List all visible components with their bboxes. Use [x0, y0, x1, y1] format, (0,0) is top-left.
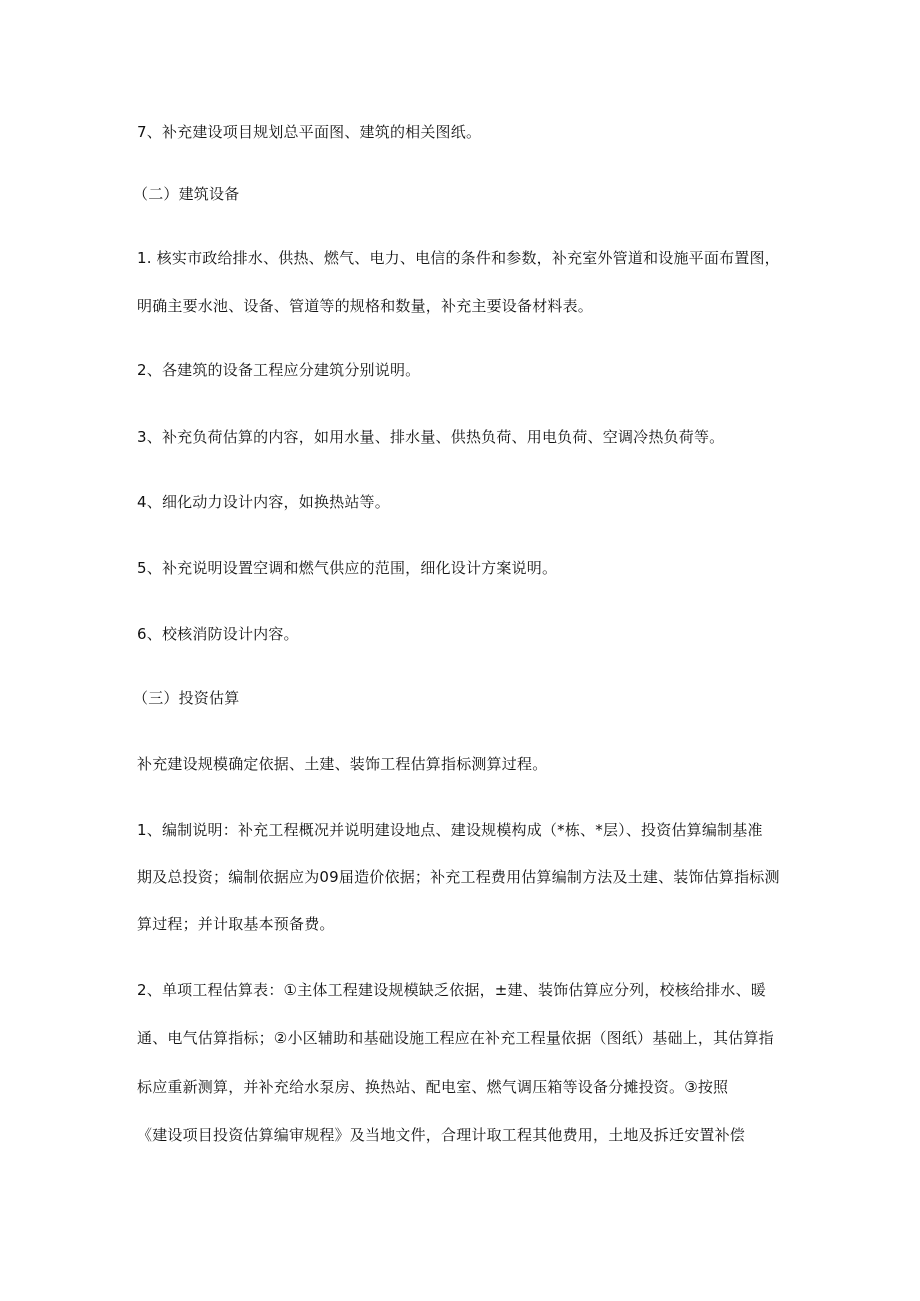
item-6-text: 6、校核消防设计内容。 [137, 625, 299, 643]
investment-intro-text: 补充建设规模确定依据、土建、装饰工程估算指标测算过程。 [137, 755, 548, 773]
item-4-text: 4、细化动力设计内容，如换热站等。 [137, 493, 390, 511]
section-2-heading: （二）建筑设备 [133, 185, 240, 203]
item-1-line-1: 1. 核实市政给排水、供热、燃气、电力、电信的条件和参数，补充室外管道和设施平面布置图， [137, 249, 780, 267]
estimate-table-line-2: 通、电气估算指标；②小区辅助和基础设施工程应在补充工程量依据（图纸）基础上，其估算指 [137, 1029, 774, 1047]
estimate-table-line-1: 2、单项工程估算表：①主体工程建设规模缺乏依据，±建、装饰估算应分列，校核给排水、暖 [137, 981, 766, 999]
estimate-table-line-4: 《建设项目投资估算编审规程》及当地文件，合理计取工程其他费用，土地及拆迁安置补偿 [137, 1126, 746, 1144]
item-5-text: 5、补充说明设置空调和燃气供应的范围，细化设计方案说明。 [137, 559, 558, 577]
item-3-text: 3、补充负荷估算的内容，如用水量、排水量、供热负荷、用电负荷、空调冷热负荷等。 [137, 428, 725, 446]
item-1-line-2: 明确主要水池、设备、管道等的规格和数量，补充主要设备材料表。 [137, 297, 594, 315]
item-2-text: 2、各建筑的设备工程应分建筑分别说明。 [137, 361, 421, 379]
estimate-table-line-3: 标应重新测算，并补充给水泵房、换热站、配电室、燃气调压箱等设备分摊投资。③按照 [137, 1078, 729, 1096]
section-3-heading: （三）投资估算 [133, 689, 240, 707]
compilation-line-3: 算过程；并计取基本预备费。 [137, 915, 335, 933]
compilation-line-2: 期及总投资；编制依据应为09届造价依据；补充工程费用估算编制方法及土建、装饰估算指标测 [137, 868, 780, 886]
compilation-line-1: 1、编制说明：补充工程概况并说明建设地点、建设规模构成（*栋、*层）、投资估算编制基准 [137, 821, 763, 839]
item-7-text: 7、补充建设项目规划总平面图、建筑的相关图纸。 [137, 123, 482, 141]
